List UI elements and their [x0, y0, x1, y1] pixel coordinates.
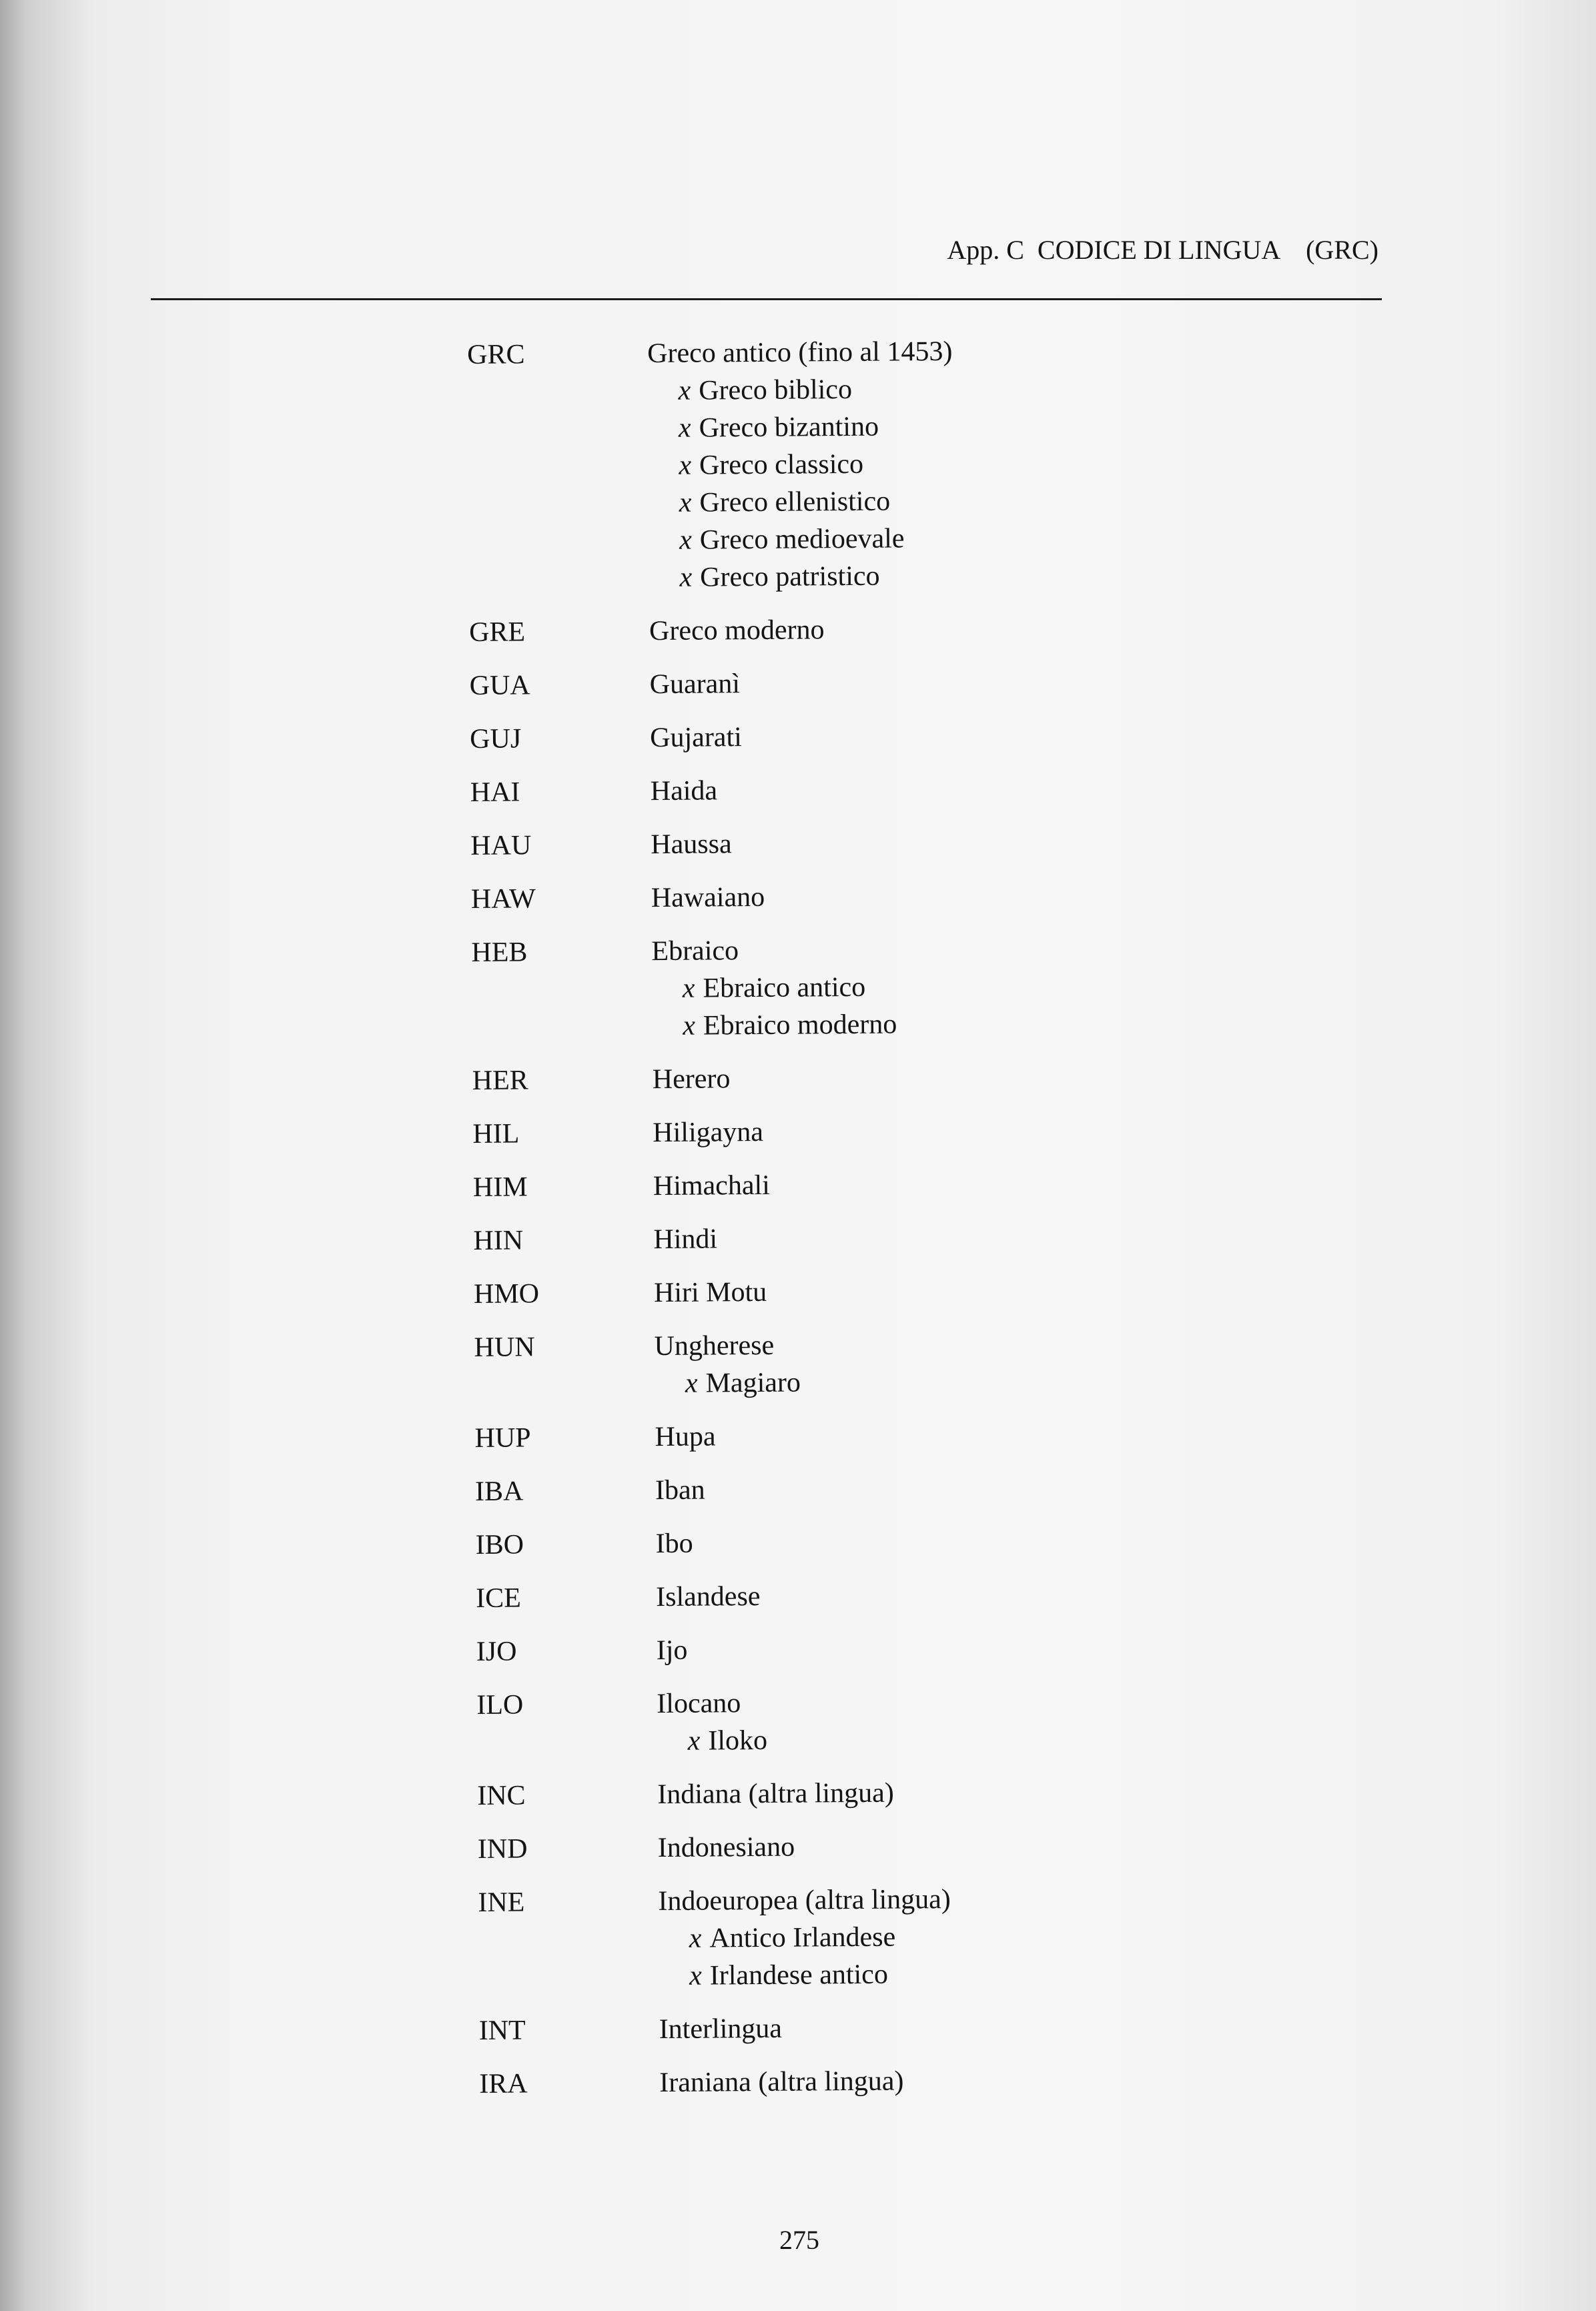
cross-reference-marker: x — [678, 375, 691, 406]
language-description — [651, 769, 1138, 810]
language-description — [659, 2007, 1146, 2048]
language-code: IBO — [475, 1529, 524, 1560]
language-code: IJO — [476, 1636, 517, 1667]
cross-reference — [648, 406, 1135, 447]
language-description — [657, 1629, 1144, 1669]
language-description — [649, 662, 1136, 703]
language-name: Hiri Motu — [653, 1276, 767, 1309]
cross-reference — [649, 481, 1136, 522]
language-description — [654, 1324, 1142, 1402]
appendix-label: App. C — [947, 235, 1024, 265]
entry-ilo — [476, 1682, 1144, 1761]
language-code: GUJ — [470, 723, 522, 755]
cross-reference — [647, 369, 1134, 410]
language-name: Iraniana (altra lingua) — [659, 2065, 904, 2099]
cross-reference-term: Magiaro — [705, 1367, 801, 1399]
cross-reference — [659, 1954, 1146, 1995]
cross-reference-marker: x — [685, 1368, 698, 1399]
language-description — [653, 1111, 1140, 1151]
cross-reference-term: Greco ellenistico — [699, 486, 891, 518]
entry-guj — [470, 716, 1137, 758]
language-description — [658, 1879, 1146, 1995]
entry-hmo — [474, 1271, 1141, 1313]
language-code: HIM — [472, 1172, 528, 1203]
cross-reference — [657, 1719, 1144, 1760]
language-name: Indiana (altra lingua) — [657, 1777, 894, 1811]
entry-hai — [470, 769, 1138, 811]
entry-hin — [473, 1218, 1140, 1260]
cross-reference-marker: x — [687, 1725, 701, 1757]
language-code-list — [467, 332, 1147, 2119]
cross-reference-marker: x — [682, 973, 695, 1004]
entry-gua — [469, 662, 1136, 705]
language-description — [653, 1164, 1140, 1205]
language-code: GUA — [469, 670, 530, 701]
language-name: Haida — [650, 775, 718, 807]
language-name: Ijo — [656, 1635, 688, 1667]
language-description — [651, 929, 1139, 1045]
entry-int — [479, 2007, 1146, 2049]
entry-ine — [478, 1879, 1146, 1996]
entry-gre — [469, 609, 1136, 651]
language-code: GRE — [468, 616, 526, 648]
language-name: Greco antico (fino al 1453) — [647, 336, 953, 370]
entry-heb — [471, 929, 1139, 1046]
language-description — [656, 1575, 1143, 1616]
language-description — [655, 1468, 1142, 1509]
entry-ind — [478, 1826, 1145, 1868]
language-code: INT — [478, 2015, 526, 2046]
cross-reference-term: Greco biblico — [699, 374, 853, 406]
cross-reference-marker: x — [689, 1960, 702, 1991]
language-description — [651, 823, 1138, 863]
cross-reference-marker: x — [679, 450, 692, 481]
language-description — [654, 1271, 1141, 1312]
language-name: Himachali — [653, 1170, 770, 1202]
language-name: Ebraico — [651, 935, 739, 967]
language-name: Guaranì — [649, 668, 741, 701]
language-name: Hindi — [653, 1224, 718, 1256]
language-name: Indoeuropea (altra lingua) — [658, 1883, 951, 1917]
language-code: IBA — [474, 1476, 524, 1507]
cross-reference — [652, 1004, 1139, 1045]
language-description — [653, 1057, 1140, 1098]
entry-ice — [476, 1575, 1143, 1617]
entry-iba — [475, 1468, 1142, 1510]
language-code: HEB — [471, 937, 528, 968]
language-name: Interlingua — [659, 2013, 783, 2045]
language-code: IRA — [479, 2068, 528, 2100]
language-code: HIL — [472, 1118, 520, 1149]
language-description — [649, 609, 1136, 650]
cross-reference-term: Greco patristico — [700, 560, 880, 593]
language-code: INC — [477, 1780, 526, 1811]
entry-hup — [474, 1415, 1142, 1457]
entry-grc — [467, 332, 1136, 598]
cross-reference-marker: x — [678, 412, 691, 444]
language-name: Ibo — [655, 1528, 693, 1560]
language-description — [655, 1522, 1142, 1562]
cross-reference-term: Antico Irlandese — [709, 1921, 896, 1954]
language-description — [650, 716, 1137, 757]
language-code: HAI — [470, 777, 520, 808]
running-head — [947, 235, 1378, 266]
language-name: Hupa — [655, 1421, 716, 1453]
language-name: Iban — [655, 1474, 705, 1506]
section-title: CODICE DI LINGUA — [1037, 235, 1280, 265]
cross-reference — [655, 1362, 1142, 1402]
cross-reference-marker: x — [679, 562, 693, 593]
cross-reference-term: Greco classico — [699, 448, 864, 481]
language-code: HAW — [470, 883, 536, 915]
language-name: Greco moderno — [649, 614, 825, 647]
cross-reference-term: Ebraico moderno — [703, 1009, 897, 1041]
language-code: HUN — [474, 1332, 535, 1363]
language-name: Indonesiano — [657, 1831, 795, 1864]
cross-reference — [659, 1917, 1146, 1957]
entry-ibo — [475, 1522, 1142, 1564]
cross-reference-term: Greco bizantino — [699, 411, 879, 444]
cross-reference-marker: x — [679, 524, 692, 556]
cross-reference — [649, 556, 1136, 596]
language-name: Haussa — [651, 829, 732, 861]
language-name: Hiligayna — [653, 1116, 764, 1149]
language-description — [653, 1218, 1140, 1258]
entry-hau — [470, 823, 1138, 865]
language-name: Herero — [652, 1063, 731, 1095]
cross-reference — [652, 967, 1139, 1007]
language-description — [657, 1773, 1144, 1813]
entry-haw — [471, 876, 1138, 918]
cross-reference-marker: x — [689, 1923, 702, 1954]
language-description — [655, 1415, 1142, 1456]
language-name: Ungherese — [654, 1330, 775, 1362]
entry-hil — [472, 1111, 1140, 1153]
language-description — [659, 2061, 1146, 2102]
entry-inc — [477, 1773, 1144, 1815]
language-code: ICE — [476, 1582, 522, 1614]
language-code: HIN — [473, 1225, 524, 1256]
language-code: HUP — [474, 1422, 531, 1454]
header-code-range: (GRC) — [1306, 235, 1378, 265]
page-number: 275 — [779, 2225, 819, 2255]
language-description — [651, 876, 1138, 917]
language-code: HMO — [473, 1278, 540, 1310]
language-code: IND — [477, 1833, 528, 1865]
language-name: Hawaiano — [651, 881, 765, 914]
entry-ijo — [476, 1629, 1144, 1671]
cross-reference-marker: x — [679, 487, 692, 518]
language-description — [658, 1826, 1145, 1867]
language-description — [657, 1682, 1144, 1760]
cross-reference-term: Irlandese antico — [709, 1959, 889, 1991]
entry-her — [472, 1057, 1140, 1099]
language-code: HAU — [470, 830, 532, 861]
language-code: GRC — [467, 339, 525, 370]
language-name: Gujarati — [650, 722, 742, 754]
language-name: Ilocano — [657, 1688, 741, 1720]
entry-him — [473, 1164, 1140, 1206]
cross-reference-marker: x — [683, 1010, 696, 1041]
language-code: INE — [478, 1887, 525, 1918]
language-code: HER — [472, 1065, 528, 1096]
cross-reference-term: Greco medioevale — [699, 523, 905, 556]
cross-reference — [649, 518, 1136, 559]
cross-reference-term: Ebraico antico — [703, 971, 866, 1004]
language-code: ILO — [476, 1689, 524, 1721]
cross-reference-term: Iloko — [708, 1725, 768, 1757]
language-name: Islandese — [656, 1580, 761, 1613]
header-rule — [151, 298, 1382, 300]
language-description — [647, 332, 1136, 596]
cross-reference — [648, 444, 1135, 484]
entry-hun — [474, 1324, 1142, 1404]
entry-ira — [479, 2061, 1146, 2103]
